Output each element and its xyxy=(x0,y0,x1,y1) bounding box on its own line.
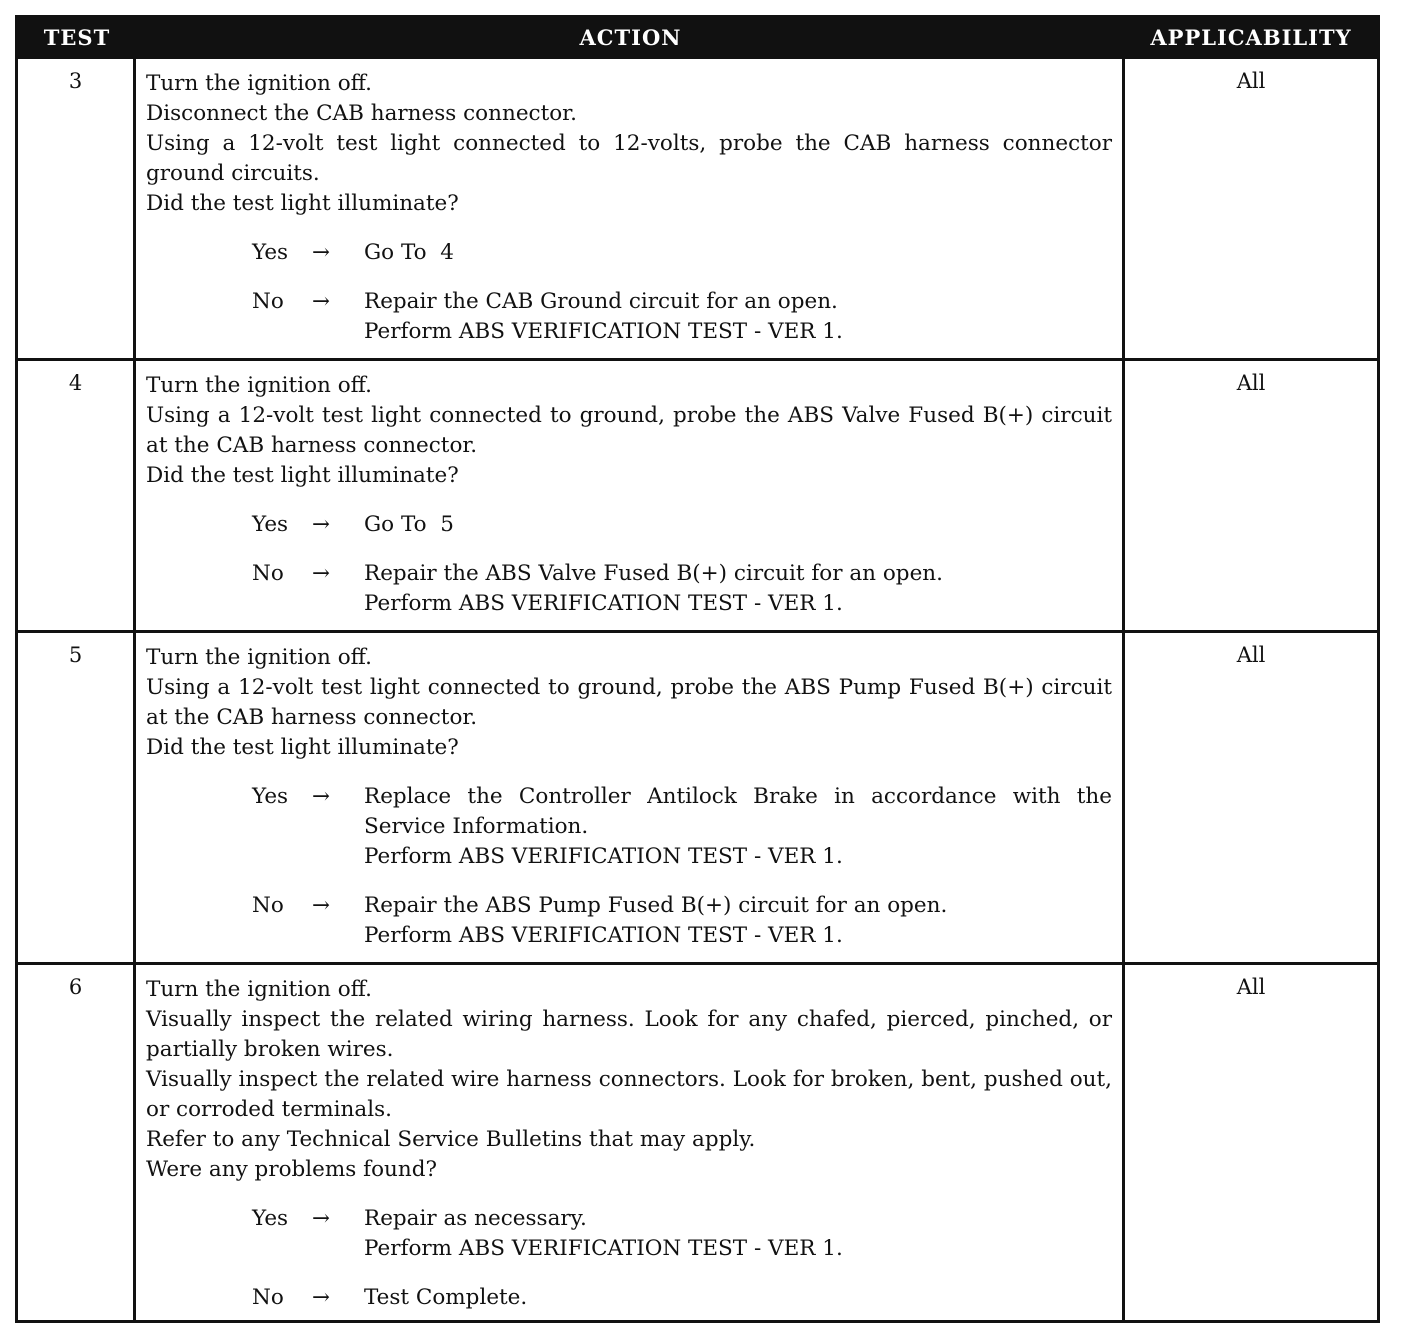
action-line: Visually inspect the related wiring harness. Look for any chafed, pierced, pinched, or partially broken wires. xyxy=(146,1007,1112,1062)
test-number: 4 xyxy=(18,361,136,630)
outcome-label: No xyxy=(252,289,284,314)
right-arrow-icon: → xyxy=(312,289,331,314)
applicability-value: All xyxy=(1236,69,1266,93)
outcome-no xyxy=(146,891,1112,951)
action-line: Turn the ignition off. xyxy=(146,645,372,670)
result-line: Test Complete. xyxy=(364,1285,528,1310)
diagnostic-table xyxy=(15,15,1380,1323)
action-line: Disconnect the CAB harness connector. xyxy=(146,101,577,126)
outcome-no xyxy=(146,559,1112,619)
test-number: 6 xyxy=(18,965,136,1322)
right-arrow-icon: → xyxy=(312,561,331,586)
right-arrow-icon: → xyxy=(312,1285,331,1310)
outcome-label: Yes xyxy=(252,1206,289,1231)
result-line: Perform ABS VERIFICATION TEST - VER 1. xyxy=(364,923,843,948)
outcome-yes xyxy=(146,1204,1112,1264)
outcome-label: Yes xyxy=(252,512,289,537)
applicability-value: All xyxy=(1236,975,1266,999)
outcome-result xyxy=(364,559,1112,619)
right-arrow-icon: → xyxy=(312,1206,331,1231)
outcomes xyxy=(146,510,1112,619)
action-line: Turn the ignition off. xyxy=(146,977,372,1002)
outcome-no xyxy=(146,1283,1112,1313)
action-line: Did the test light illuminate? xyxy=(146,463,459,488)
action-cell xyxy=(136,361,1125,630)
outcome-yes xyxy=(146,238,1112,268)
action-line: Did the test light illuminate? xyxy=(146,735,459,760)
action-line: Using a 12-volt test light connected to ground, probe the ABS Valve Fused B(+) circuit at the CAB harness connector. xyxy=(146,403,1112,458)
outcome-result xyxy=(364,782,1112,872)
result-line: Replace the Controller Antilock Brake in accordance with the Service Information. xyxy=(364,784,1112,839)
table-row xyxy=(18,962,1377,1322)
outcomes xyxy=(146,1204,1112,1313)
outcome-label: Yes xyxy=(252,784,289,809)
outcome-yes xyxy=(146,782,1112,872)
result-line: Repair the ABS Pump Fused B(+) circuit for an open. xyxy=(364,893,948,918)
result-line: Perform ABS VERIFICATION TEST - VER 1. xyxy=(364,844,843,869)
right-arrow-icon: → xyxy=(312,512,331,537)
outcome-label: No xyxy=(252,893,284,918)
outcome-no xyxy=(146,287,1112,347)
applicability-value: All xyxy=(1236,371,1266,395)
outcome-result xyxy=(364,891,1112,951)
applicability-value: All xyxy=(1236,643,1266,667)
outcome-label: No xyxy=(252,1285,284,1310)
outcome-result xyxy=(364,238,1112,268)
action-line: Using a 12-volt test light connected to 12-volts, probe the CAB harness connector ground circuits. xyxy=(146,131,1112,186)
outcomes xyxy=(146,782,1112,951)
outcomes xyxy=(146,238,1112,347)
action-cell xyxy=(136,633,1125,962)
action-cell xyxy=(136,59,1125,358)
outcome-result xyxy=(364,510,1112,540)
header-test: TEST xyxy=(43,24,111,50)
outcome-result xyxy=(364,1204,1112,1264)
action-line: Did the test light illuminate? xyxy=(146,191,459,216)
action-cell xyxy=(136,965,1125,1322)
action-line: Turn the ignition off. xyxy=(146,71,372,96)
result-line: Perform ABS VERIFICATION TEST - VER 1. xyxy=(364,1236,843,1261)
outcome-yes xyxy=(146,510,1112,540)
action-line: Refer to any Technical Service Bulletins that may apply. xyxy=(146,1127,756,1152)
test-number: 5 xyxy=(18,633,136,962)
action-line: Using a 12-volt test light connected to ground, probe the ABS Pump Fused B(+) circuit at the CAB harness connector. xyxy=(146,675,1112,730)
right-arrow-icon: → xyxy=(312,893,331,918)
action-line: Turn the ignition off. xyxy=(146,373,372,398)
header-applicability: APPLICABILITY xyxy=(1150,24,1352,50)
action-line: Visually inspect the related wire harness connectors. Look for broken, bent, pushed out, or corroded terminals. xyxy=(146,1067,1112,1122)
table-row xyxy=(18,56,1377,358)
outcome-result xyxy=(364,1283,1112,1313)
result-line: Repair as necessary. xyxy=(364,1206,587,1231)
table-row xyxy=(18,630,1377,962)
result-line: Repair the ABS Valve Fused B(+) circuit for an open. xyxy=(364,561,943,586)
test-number: 3 xyxy=(18,59,136,358)
result-line: Perform ABS VERIFICATION TEST - VER 1. xyxy=(364,319,843,344)
result-line: Repair the CAB Ground circuit for an open. xyxy=(364,289,838,314)
right-arrow-icon: → xyxy=(312,240,331,265)
action-line: Were any problems found? xyxy=(146,1157,438,1182)
result-line: Go To 4 xyxy=(364,240,454,265)
header-action: ACTION xyxy=(579,24,682,50)
outcome-label: Yes xyxy=(252,240,289,265)
result-line: Perform ABS VERIFICATION TEST - VER 1. xyxy=(364,591,843,616)
right-arrow-icon: → xyxy=(312,784,331,809)
outcome-label: No xyxy=(252,561,284,586)
result-line: Go To 5 xyxy=(364,512,454,537)
table-row xyxy=(18,358,1377,630)
outcome-result xyxy=(364,287,1112,347)
table-header xyxy=(18,18,1377,56)
